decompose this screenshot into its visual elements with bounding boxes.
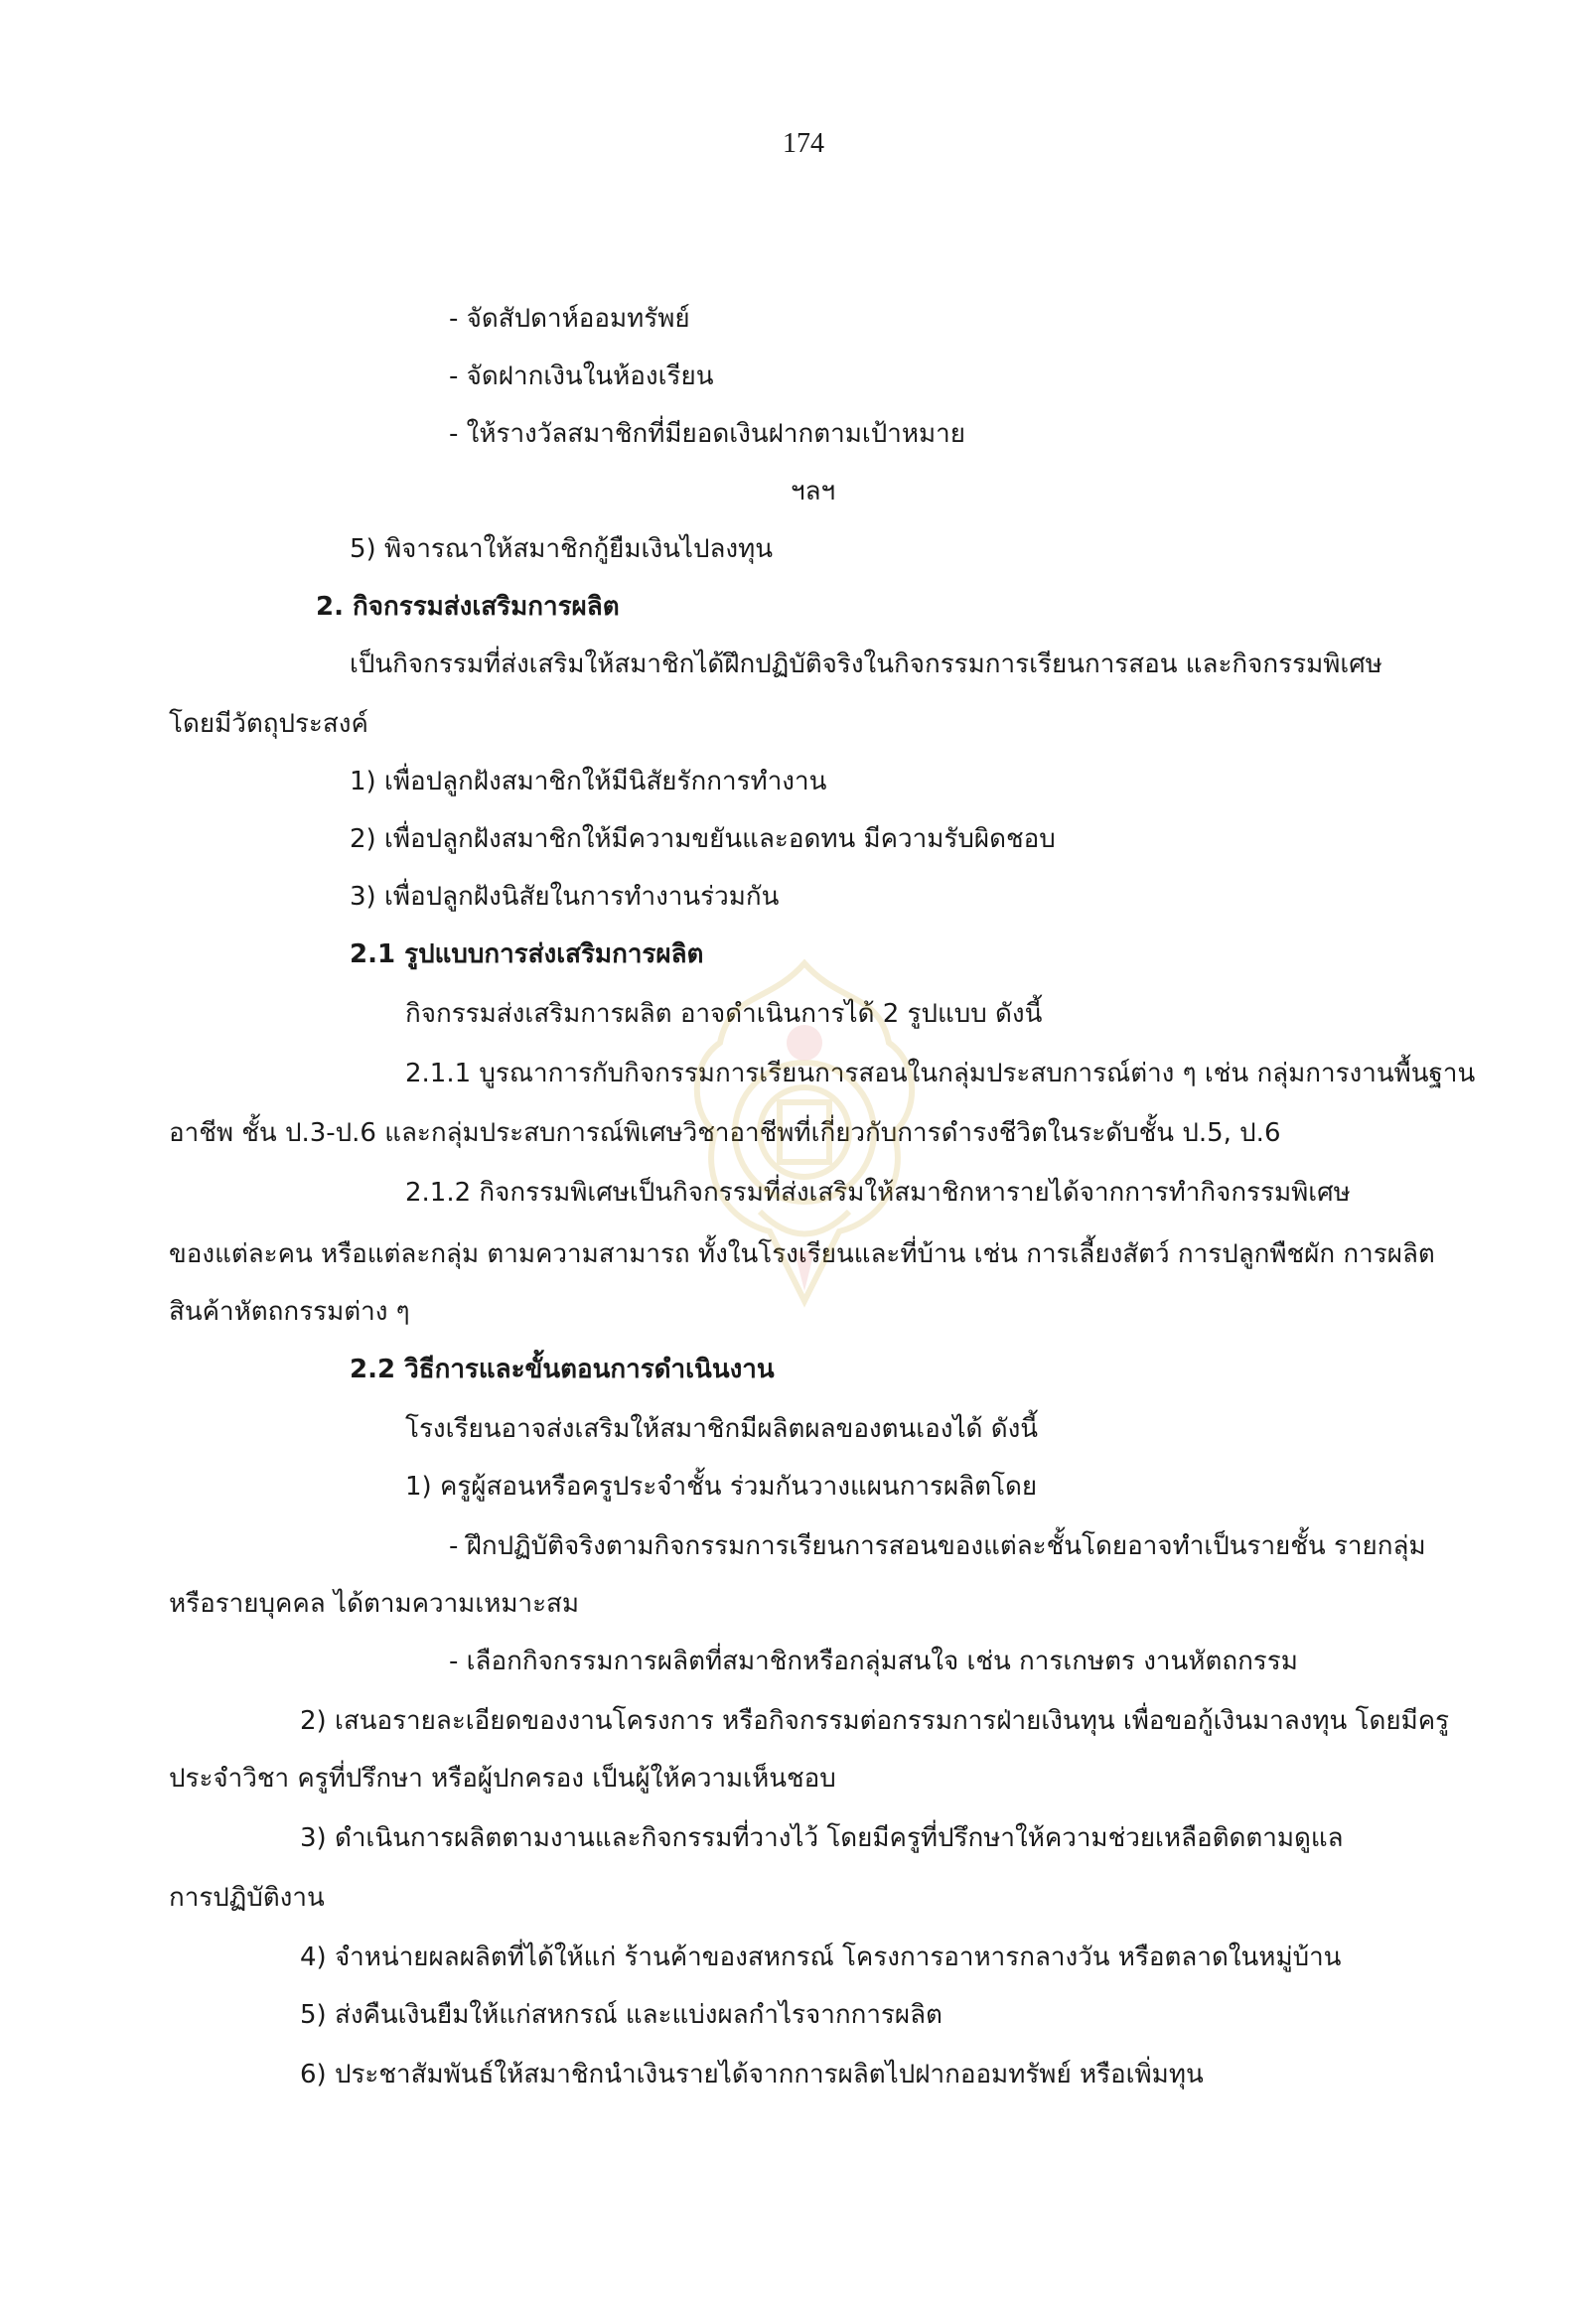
list-item: 3) เพื่อปลูกฝังนิสัยในการทำงานร่วมกัน <box>350 882 780 912</box>
paragraph-line: โรงเรียนอาจส่งเสริมให้สมาชิกมีผลิตผลของตนเองได้ ดังนี้ <box>405 1414 1039 1444</box>
list-item: 1) เพื่อปลูกฝังสมาชิกให้มีนิสัยรักการทำงาน <box>350 767 827 796</box>
etc-mark: ฯลฯ <box>791 477 836 506</box>
section-heading: 2. กิจกรรมส่งเสริมการผลิต <box>316 592 620 622</box>
bullet-line: - จัดสัปดาห์ออมทรัพย์ <box>449 304 690 334</box>
paragraph-line: โดยมีวัตถุประสงค์ <box>169 709 368 739</box>
paragraph-line: สินค้าหัตถกรรมต่าง ๆ <box>169 1297 410 1327</box>
list-item: 5) พิจารณาให้สมาชิกกู้ยืมเงินไปลงทุน <box>350 534 774 564</box>
list-item: 1) ครูผู้สอนหรือครูประจำชั้น ร่วมกันวางแผนการผลิตโดย <box>405 1472 1038 1502</box>
paragraph-line: การปฏิบัติงาน <box>169 1883 325 1913</box>
bullet-line: - เลือกกิจกรรมการผลิตที่สมาชิกหรือกลุ่มสนใจ เช่น การเกษตร งานหัตถกรรม <box>449 1647 1298 1676</box>
paragraph-line: 2.1.2 กิจกรรมพิเศษเป็นกิจกรรมที่ส่งเสริมให้สมาชิกหารายได้จากการทำกิจกรรมพิเศษ <box>405 1178 1351 1208</box>
paragraph-line: กิจกรรมส่งเสริมการผลิต อาจดำเนินการได้ 2 รูปแบบ ดังนี้ <box>405 999 1043 1029</box>
list-item: 2) เพื่อปลูกฝังสมาชิกให้มีความขยันและอดทน มีความรับผิดชอบ <box>350 824 1056 854</box>
bullet-line: - ฝึกปฏิบัติจริงตามกิจกรรมการเรียนการสอนของแต่ละชั้นโดยอาจทำเป็นรายชั้น รายกลุ่ม <box>449 1531 1426 1561</box>
page-number: 174 <box>783 128 824 159</box>
list-item: 6) ประชาสัมพันธ์ให้สมาชิกนำเงินรายได้จากการผลิตไปฝากออมทรัพย์ หรือเพิ่มทุน <box>300 2060 1204 2089</box>
subsection-heading: 2.2 วิธีการและขั้นตอนการดำเนินงาน <box>350 1355 775 1384</box>
bullet-line: - จัดฝากเงินในห้องเรียน <box>449 361 714 391</box>
paragraph-line: ของแต่ละคน หรือแต่ละกลุ่ม ตามความสามารถ ทั้งในโรงเรียนและที่บ้าน เช่น การเลี้ยงสัตว์ การปลูกพืชผัก การผลิต <box>169 1239 1435 1269</box>
bullet-line: - ให้รางวัลสมาชิกที่มียอดเงินฝากตามเป้าหมาย <box>449 419 965 449</box>
subsection-heading: 2.1 รูปแบบการส่งเสริมการผลิต <box>350 939 704 969</box>
list-item: 5) ส่งคืนเงินยืมให้แก่สหกรณ์ และแบ่งผลกำไรจากการผลิต <box>300 2000 943 2030</box>
paragraph-line: อาชีพ ชั้น ป.3-ป.6 และกลุ่มประสบการณ์พิเศษวิชาอาชีพที่เกี่ยวกับการดำรงชีวิตในระดับชั้น ป.5, ป.6 <box>169 1118 1281 1148</box>
paragraph-line: เป็นกิจกรรมที่ส่งเสริมให้สมาชิกได้ฝึกปฏิบัติจริงในกิจกรรมการเรียนการสอน และกิจกรรมพิเศษ <box>350 649 1382 679</box>
list-item: 4) จำหน่ายผลผลิตที่ได้ให้แก่ ร้านค้าของสหกรณ์ โครงการอาหารกลางวัน หรือตลาดในหมู่บ้าน <box>300 1943 1342 1972</box>
list-item: 3) ดำเนินการผลิตตามงานและกิจกรรมที่วางไว้ โดยมีครูที่ปรึกษาให้ความช่วยเหลือติดตามดูแล <box>300 1823 1344 1853</box>
paragraph-line: ประจำวิชา ครูที่ปรึกษา หรือผู้ปกครอง เป็นผู้ให้ความเห็นชอบ <box>169 1764 836 1794</box>
paragraph-line: หรือรายบุคคล ได้ตามความเหมาะสม <box>169 1589 580 1619</box>
paragraph-line: 2.1.1 บูรณาการกับกิจกรรมการเรียนการสอนในกลุ่มประสบการณ์ต่าง ๆ เช่น กลุ่มการงานพื้นฐาน <box>405 1059 1476 1088</box>
list-item: 2) เสนอรายละเอียดของงานโครงการ หรือกิจกรรมต่อกรรมการฝ่ายเงินทุน เพื่อขอกู้เงินมาลงทุน โดยมีครู <box>300 1706 1450 1736</box>
